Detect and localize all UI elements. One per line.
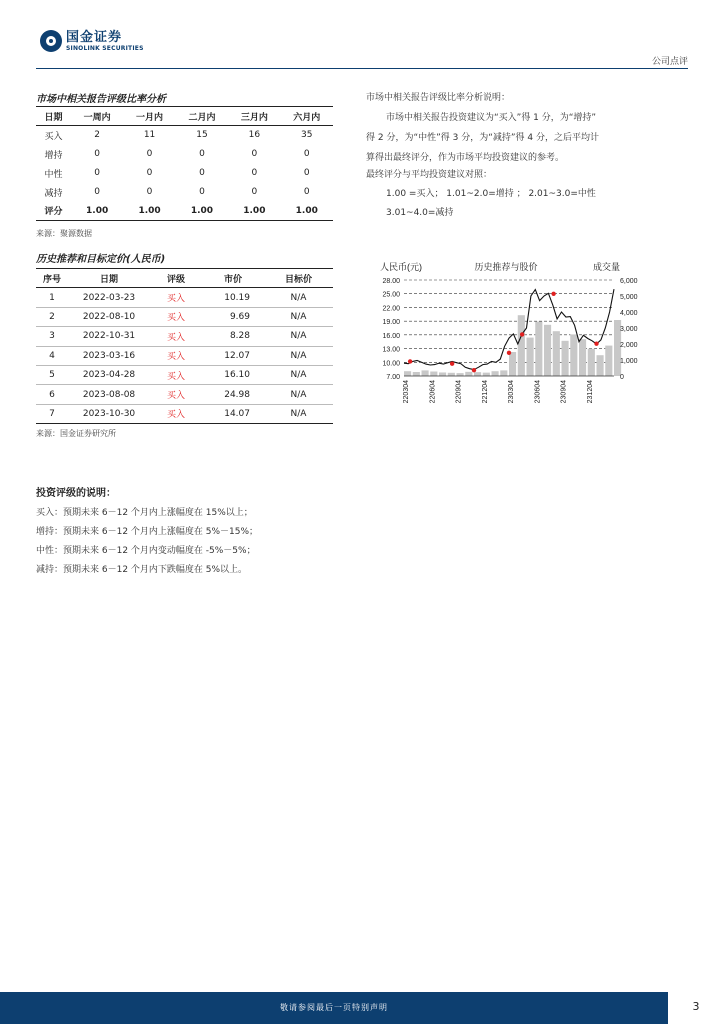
rating-marker — [520, 332, 524, 336]
table-cell: 35 — [301, 130, 313, 141]
guide-line: 买入：预期未来 6－12 个月内上涨幅度在 15%以上； — [36, 508, 253, 518]
table-cell: 0 — [199, 168, 205, 178]
chart-left-tick: 13.00 — [382, 346, 400, 354]
col-header: 一月内 — [123, 107, 175, 126]
volume-bar — [605, 346, 612, 376]
doc-type: 公司点评 — [651, 57, 688, 67]
history-header-row — [36, 269, 333, 288]
chart-x-tick: 230304 — [508, 380, 515, 404]
volume-bar — [544, 325, 551, 376]
chart-left-tick: 10.00 — [382, 360, 400, 368]
table-cell: 买入 — [150, 288, 202, 307]
table-cell: 2023-04-28 — [68, 365, 150, 384]
chart-x-tick: 221204 — [481, 380, 489, 404]
table-row — [36, 385, 333, 404]
volume-bar — [597, 355, 604, 376]
table-cell: 4 — [36, 346, 68, 365]
col-header: 市价 — [202, 269, 264, 288]
volume-bar — [465, 372, 472, 376]
chart-right-tick: 2,000 — [620, 342, 638, 349]
chart-right-tick: 4,000 — [620, 310, 638, 317]
table-cell: 0 — [94, 187, 100, 197]
explanation-line: 算得出最终评分，作为市场平均投资建议的参考。 — [366, 153, 565, 163]
table-row — [36, 365, 333, 384]
table-cell: 2022-03-23 — [68, 288, 150, 307]
volume-bar — [535, 322, 542, 376]
chart-x-tick: 220304 — [403, 380, 410, 404]
explanation-line: 3.01~4.0=减持 — [386, 208, 454, 218]
table-cell: 买入 — [150, 346, 202, 365]
table-cell: 1.00 — [123, 202, 175, 221]
table-cell: 16 — [248, 130, 261, 141]
table-cell: 0 — [303, 187, 310, 197]
table-cell: 10.19 — [202, 288, 264, 307]
volume-bar — [439, 372, 446, 376]
table-cell: 2 — [94, 130, 100, 141]
table-cell: 0 — [251, 149, 258, 159]
rating-stats-table — [36, 106, 333, 221]
table-cell: 0 — [146, 149, 153, 159]
table-cell: N/A — [264, 307, 333, 326]
table-cell: 0 — [94, 149, 100, 159]
table-row — [36, 307, 333, 326]
table-row — [36, 404, 333, 423]
explanation-line: 得 2 分，为“中性”得 3 分，为“减持”得 4 分，之后平均计 — [366, 133, 599, 143]
chart-right-label: 成交量 — [592, 262, 620, 272]
volume-bar — [474, 372, 481, 376]
table-cell: 0 — [303, 168, 310, 178]
rating-marker — [551, 292, 555, 296]
rating-source: 来源：聚源数据 — [36, 229, 92, 238]
table-cell: 0 — [303, 149, 310, 159]
chart-right-tick: 6,000 — [620, 278, 638, 285]
chart-left-label: 人民币(元) — [380, 262, 422, 272]
table-cell: 评分 — [36, 202, 71, 221]
explanation-title: 市场中相关报告评级比率分析说明： — [366, 93, 511, 103]
table-cell: 12.07 — [202, 346, 264, 365]
volume-bar — [492, 371, 499, 376]
table-cell: 买入 — [150, 307, 202, 326]
rating-header-row — [36, 107, 333, 126]
volume-bar — [553, 331, 560, 376]
table-cell: 增持 — [44, 150, 63, 161]
rating-marker — [450, 362, 454, 366]
col-header: 日期 — [68, 269, 150, 288]
table-row — [36, 145, 333, 164]
table-cell: N/A — [264, 327, 333, 346]
table-cell: 买入 — [150, 385, 202, 404]
explanation-line: 最终评分与平均投资建议对照： — [366, 170, 493, 180]
rating-marker — [408, 359, 412, 363]
table-cell: 0 — [199, 187, 205, 197]
score-row — [36, 202, 333, 221]
table-cell: 15 — [196, 130, 208, 141]
chart-left-tick: 19.00 — [382, 319, 400, 327]
chart-left-tick: 28.00 — [382, 278, 400, 285]
chart-x-tick: 230904 — [560, 380, 568, 404]
table-cell: 0 — [146, 187, 153, 197]
company-logo — [40, 30, 144, 52]
volume-bar — [500, 370, 507, 376]
price-history-chart — [366, 258, 638, 418]
footer — [0, 992, 724, 1024]
table-cell: 24.98 — [202, 385, 264, 404]
volume-bar — [579, 339, 586, 376]
table-row — [36, 126, 333, 145]
table-cell: 0 — [199, 149, 205, 159]
history-table — [36, 268, 333, 424]
volume-bar — [509, 352, 516, 376]
table-cell: 1 — [36, 288, 68, 307]
rating-marker — [472, 368, 476, 372]
guide-line: 增持：预期未来 6－12 个月内上涨幅度在 5%－15%； — [36, 527, 259, 537]
footer-notice: 敬请参阅最后一页特别声明 — [280, 1003, 388, 1012]
volume-bar — [588, 349, 595, 376]
chart-title: 历史推荐与股价 — [474, 262, 538, 272]
volume-bar — [457, 373, 464, 376]
col-header: 评级 — [150, 269, 202, 288]
col-header: 序号 — [36, 269, 68, 288]
chart-x-tick: 220904 — [455, 380, 463, 404]
table-cell: 11 — [143, 130, 156, 141]
table-cell: 14.07 — [202, 404, 264, 423]
table-cell: 买入 — [44, 131, 63, 142]
table-cell: 买入 — [150, 365, 202, 384]
table-cell: 买入 — [150, 327, 202, 346]
table-cell: 1.00 — [176, 202, 228, 221]
rating-marker — [594, 341, 598, 345]
table-cell: 2023-10-30 — [68, 404, 150, 423]
volume-bar — [527, 338, 534, 376]
chart-left-tick: 7.00 — [386, 374, 400, 381]
table-cell: N/A — [264, 288, 333, 307]
table-cell: 2023-08-08 — [68, 385, 150, 404]
col-header: 目标价 — [264, 269, 333, 288]
col-header: 二月内 — [176, 107, 228, 126]
col-header: 日期 — [36, 107, 71, 126]
volume-bar — [570, 334, 577, 376]
table-cell: 3 — [36, 327, 68, 346]
col-header: 三月内 — [228, 107, 280, 126]
chart-svg — [366, 258, 638, 418]
logo-en: SINOLINK SECURITIES — [66, 44, 144, 52]
table-cell: 9.69 — [202, 307, 264, 326]
col-header: 六月内 — [281, 107, 333, 126]
table-cell: 6 — [36, 385, 68, 404]
logo-mark-icon — [40, 30, 62, 52]
table-cell: 买入 — [150, 404, 202, 423]
table-cell: 2023-03-16 — [68, 346, 150, 365]
history-title: 历史推荐和目标定价(人民币) — [36, 254, 166, 265]
table-cell: 2022-08-10 — [68, 307, 150, 326]
chart-left-tick: 22.00 — [382, 305, 400, 313]
volume-bar — [430, 372, 437, 376]
table-cell: 1.00 — [228, 202, 280, 221]
table-cell: 8.28 — [202, 327, 264, 346]
explanation-line: 1.00 =买入； 1.01~2.0=增持 ； 2.01~3.0=中性 — [386, 189, 596, 199]
table-cell: N/A — [264, 404, 333, 423]
chart-x-tick: 231204 — [586, 380, 594, 404]
table-cell: 5 — [36, 365, 68, 384]
volume-bar — [404, 371, 411, 376]
volume-bar — [518, 315, 525, 376]
chart-left-tick: 25.00 — [382, 291, 400, 299]
page-number: 3 — [692, 1000, 700, 1013]
table-cell: N/A — [264, 346, 333, 365]
table-row — [36, 183, 333, 202]
table-cell: 2 — [36, 307, 68, 326]
table-cell: 2022-10-31 — [68, 327, 150, 346]
table-cell: 7 — [36, 404, 68, 423]
logo-cn: 国金证券 — [66, 29, 123, 45]
table-cell: N/A — [264, 385, 333, 404]
table-cell: 0 — [251, 187, 258, 197]
table-cell: 16.10 — [202, 365, 264, 384]
chart-right-tick: 5,000 — [620, 294, 638, 301]
table-cell: 0 — [146, 168, 153, 178]
history-source: 来源：国金证券研究所 — [36, 429, 116, 438]
table-cell: N/A — [264, 365, 333, 384]
table-row — [36, 346, 333, 365]
guide-line: 中性：预期未来 6－12 个月内变动幅度在 -5%－5%； — [36, 546, 256, 556]
table-cell: 中性 — [44, 169, 63, 180]
rating-stats-title: 市场中相关报告评级比率分析 — [36, 94, 166, 105]
table-cell: 减持 — [44, 188, 63, 199]
chart-x-tick: 220604 — [429, 380, 437, 404]
guide-line: 减持：预期未来 6－12 个月内下跌幅度在 5%以上。 — [36, 565, 248, 575]
chart-right-tick: 1,000 — [620, 358, 638, 365]
chart-left-tick: 16.00 — [382, 332, 400, 340]
table-cell: 1.00 — [71, 202, 123, 221]
table-cell: 0 — [94, 168, 100, 178]
guide-title: 投资评级的说明： — [36, 488, 116, 499]
volume-bar — [483, 373, 490, 376]
rating-marker — [507, 351, 511, 355]
table-row — [36, 288, 333, 307]
explanation-line: 市场中相关报告投资建议为“买入”得 1 分，为“增持” — [386, 113, 597, 123]
table-row — [36, 327, 333, 346]
volume-bar — [413, 372, 420, 376]
chart-right-tick: 0 — [620, 374, 624, 381]
volume-bar — [448, 373, 455, 376]
col-header: 一周内 — [71, 107, 123, 126]
table-row — [36, 164, 333, 183]
chart-right-tick: 3,000 — [620, 326, 638, 333]
volume-bar — [562, 341, 569, 376]
chart-x-tick: 230604 — [534, 380, 542, 404]
volume-bar — [422, 370, 429, 376]
table-cell: 1.00 — [281, 202, 333, 221]
header-rule — [36, 68, 688, 69]
table-cell: 0 — [251, 168, 258, 178]
